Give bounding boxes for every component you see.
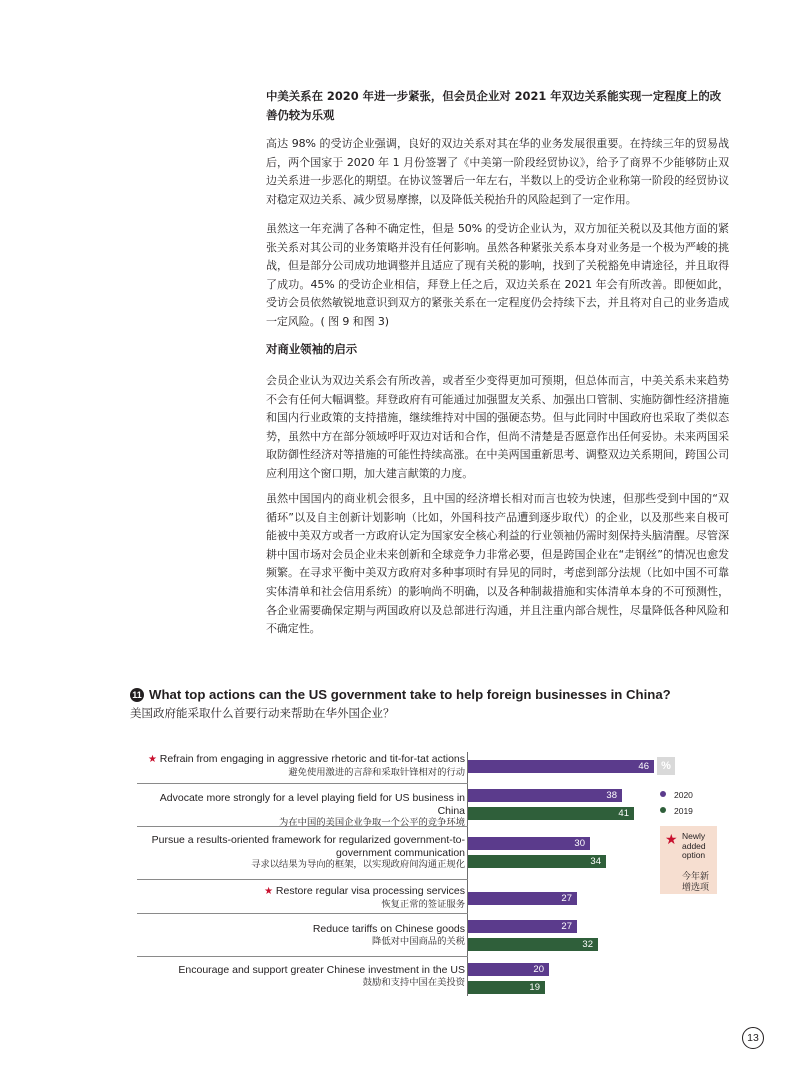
category-label: [137, 964, 465, 989]
category-label: [137, 792, 465, 830]
new-option-legend: [660, 826, 717, 894]
new-option-label-zh: 今年新增选项: [682, 872, 710, 893]
row-separator: [137, 913, 468, 914]
new-option-label-en: Newly added option: [682, 831, 706, 860]
category-label: [137, 923, 465, 948]
row-separator: [137, 783, 468, 784]
paragraph: 虽然这一年充满了各种不确定性，但是 50% 的受访企业认为，双方加征关税以及其他方面的紧张关系对其公司的业务策略并没有任何影响。虽然各种紧张关系本身对业务是一个极为严峻的挑战，但是部分公司成功地调整并且适应了现有关税的影响，找到了关税豁免申请途径，并且取得了成功。45% 的受访企业相信，拜登上任之后，双边关系在 2021 年会有所改善。即便如此，受访会员依然敏锐地意识到双方的紧张关系在一定程度仍会持续下去，并且将对自己的业务造成一定风险。( 图 9 和图 3): [266, 222, 729, 328]
bar-2019: 32: [468, 938, 598, 951]
category-label-zh: 为在中国的美国企业争取一个公平的竞争环境: [279, 817, 465, 828]
category-label-zh: 恢复正常的签证服务: [381, 898, 465, 910]
legend-item-2020: [660, 790, 693, 800]
category-label-en-text: Reduce tariffs on Chinese goods: [312, 923, 465, 935]
category-label: [137, 885, 465, 911]
paragraph: 会员企业认为双边关系会有所改善，或者至少变得更加可预期，但总体而言，中美关系未来趋势不会有任何大幅调整。拜登政府有可能通过加强盟友关系、加强出口管制、实施防御性经济措施和国内行业政策的支持措施，继续维持对中国的强硬态势。但与此同时中国政府也采取了类似态势，虽然中方在部分领域呼吁双边对话和合作，但尚不清楚是否愿意作出任何妥协。未来两国采取防御性经济对等措施的可能性持续高涨。在中美两国重新思考、调整双边关系期间，跨国公司应利用这个窗口期，加大建言献策的力度。: [266, 374, 729, 480]
category-label-en: [137, 885, 465, 899]
page-number: 13: [742, 1027, 764, 1049]
paragraph: 高达 98% 的受访企业强调，良好的双边关系对其在华的业务发展很重要。在持续三年的贸易战后，两个国家于 2020 年 1 月份签署了《中美第一阶段经贸协议》，给予了商界不少能够防止双边关系进一步恶化的期望。在协议签署后一年左右，半数以上的受访企业称第一阶段的经贸协议对稳定双边关系、减少贸易摩擦，以及降低关税抬升的风险起到了一定作用。: [266, 137, 729, 206]
unit-badge: %: [657, 757, 675, 775]
category-label-en-text: Refrain from engaging in aggressive rhetoric and tit-for-tat actions: [159, 753, 465, 765]
section-heading: 中美关系在 2020 年进一步紧张，但会员企业对 2021 年双边关系能实现一定程度上的改善仍较为乐观: [266, 89, 722, 122]
category-label-en-text: Encourage and support greater Chinese investment in the US: [178, 964, 465, 976]
category-label-en: [137, 753, 465, 767]
star-icon: ★: [148, 754, 160, 765]
bar-2020: 20: [468, 963, 549, 976]
bar-2019: 34: [468, 855, 606, 868]
legend-label-2019: 2019: [674, 806, 693, 816]
chart-subtitle: 美国政府能采取什么首要行动来帮助在华外国企业？: [130, 706, 395, 720]
question-number-badge: 11: [130, 688, 144, 702]
category-label-en: [137, 923, 465, 936]
category-label-zh: 鼓励和支持中国在美投资: [362, 976, 465, 988]
category-label-en: [137, 834, 465, 859]
chart-title-text: What top actions can the US government take to help foreign businesses in China?: [149, 687, 671, 702]
bar-2019: 41: [468, 807, 634, 820]
row-separator: [137, 956, 468, 957]
bar-2020: 38: [468, 789, 622, 802]
row-separator: [137, 879, 468, 880]
category-label: [137, 753, 465, 779]
category-label-zh: 避免使用激进的言辞和采取针锋相对的行动: [288, 766, 465, 778]
bar-2019: 19: [468, 981, 545, 994]
category-label-zh: 寻求以结果为导向的框架，以实现政府间沟通正规化: [251, 859, 465, 870]
legend-dot-2020: [660, 791, 666, 797]
star-icon: ★: [665, 832, 678, 848]
legend-label-2020: 2020: [674, 790, 693, 800]
legend-dot-2019: [660, 807, 666, 813]
category-label-en: [137, 792, 465, 817]
category-label-en-text: Pursue a results-oriented framework for regularized government-to-government communication: [151, 834, 465, 859]
bar-2020: 46: [468, 760, 654, 773]
bar-2020: 30: [468, 837, 590, 850]
bar-2020: 27: [468, 892, 577, 905]
category-label: [137, 834, 465, 872]
category-label-zh: 降低对中国商品的关税: [372, 935, 465, 947]
bar-2020: 27: [468, 920, 577, 933]
category-label-en: [137, 964, 465, 977]
category-label-en-text: Restore regular visa processing services: [275, 885, 465, 897]
star-icon: ★: [264, 886, 276, 897]
legend-item-2019: [660, 806, 693, 816]
section-heading: 对商业领袖的启示: [266, 342, 358, 356]
paragraph: 虽然中国国内的商业机会很多，且中国的经济增长相对而言也较为快速，但那些受到中国的“双循环”以及自主创新计划影响（比如，外国科技产品遭到逐步取代）的企业，以及那些来自极可能被中美双方或者一方政府认定为国家安全核心利益的行业领袖仍需时刻保持头脑清醒。尽管深耕中国市场对会员企业未来创新和全球竞争力非常必要，但是跨国企业在“走钢丝”的情况也愈发频繁。在寻求平衡中美双方政府对多种事项时有异见的同时，考虑到部分法规（比如中国不可靠实体清单和社会信用系统）的影响尚不明确，以及各种制裁措施和实体清单本身的不可预测性，各企业需要确保定期与两国政府以及总部进行沟通，并且注重内部合规性，尽量降低各种风险和不确定性。: [266, 492, 729, 636]
category-label-en-text: Advocate more strongly for a level playing field for US business in China: [159, 792, 465, 817]
